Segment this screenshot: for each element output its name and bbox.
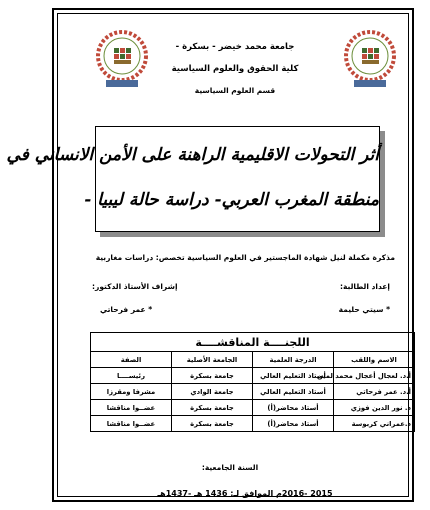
member-rank: أستاذ التعليم العالي (253, 368, 334, 384)
member-rank: أستاذ محاضر(أ) (253, 400, 334, 416)
table-row (91, 368, 415, 384)
member-name: د.عمراني كربوسة (334, 416, 415, 432)
student-label: إعداد الطالبة: (340, 282, 390, 291)
table-row (91, 384, 415, 400)
thesis-title-line-2: منطقة المغرب العربي- دراسة حالة ليبيا - (84, 190, 379, 210)
header-name: الاسم واللقب (334, 352, 415, 368)
supervisor-label: إشراف الأستاذ الدكتور: (92, 282, 178, 291)
member-role: عضــوا مناقشا (91, 400, 172, 416)
department-name: قسم العلوم السياسية (194, 86, 276, 95)
university-name: جامعة محمد خيضر - بسكرة - (175, 42, 295, 52)
member-university: جامعة بسكرة (172, 368, 253, 384)
academic-year-label: السنة الجامعية: (201, 463, 259, 472)
member-university: جامعة بسكرة (172, 416, 253, 432)
member-role: عضــوا مناقشا (91, 416, 172, 432)
university-logo-left (92, 28, 152, 90)
table-row (91, 416, 415, 432)
header-role: الصفة (91, 352, 172, 368)
member-name: د. نور الدين فوزي (334, 400, 415, 416)
header-university: الجامعة الأصلية (172, 352, 253, 368)
member-role: مشرفا ومقرزا (91, 384, 172, 400)
student-name: * سيتي حليمة (338, 305, 390, 314)
committee-table (90, 332, 415, 432)
committee-caption-row (91, 333, 415, 352)
member-name: أ.د. لعجال أعجال محمد لمين (334, 368, 415, 384)
thesis-title-box (6, 126, 380, 232)
table-row (91, 400, 415, 416)
member-name: أ.د. عمر فرحاتي (334, 384, 415, 400)
committee-caption: اللجنــــة المناقشــــة (91, 333, 415, 352)
member-rank: أستاذ التعليم العالي (253, 384, 334, 400)
academic-year-value: 2015 -2016م الموافق لـ: 1436 هـ -1437هـ (157, 489, 333, 498)
member-rank: أستاذ محاضر(أ) (253, 416, 334, 432)
member-university: جامعة بسكرة (172, 400, 253, 416)
university-logo-right (340, 28, 400, 90)
member-university: جامعة الوادي (172, 384, 253, 400)
thesis-title-line-1: أثر التحولات الاقليمية الراهنة على الأمن الانساني في (6, 145, 379, 165)
supervisor-name: * عمر فرحاتي (100, 305, 153, 314)
degree-statement: مذكرة مكملة لنيل شهادة الماجستير في العلوم السياسية تخصص: دراسات مغاربية (95, 253, 395, 262)
faculty-name: كلية الحقوق والعلوم السياسية (171, 64, 299, 74)
member-role: رئيســــا (91, 368, 172, 384)
header-rank: الدرجة العلمية (253, 352, 334, 368)
committee-header-row (91, 352, 415, 368)
